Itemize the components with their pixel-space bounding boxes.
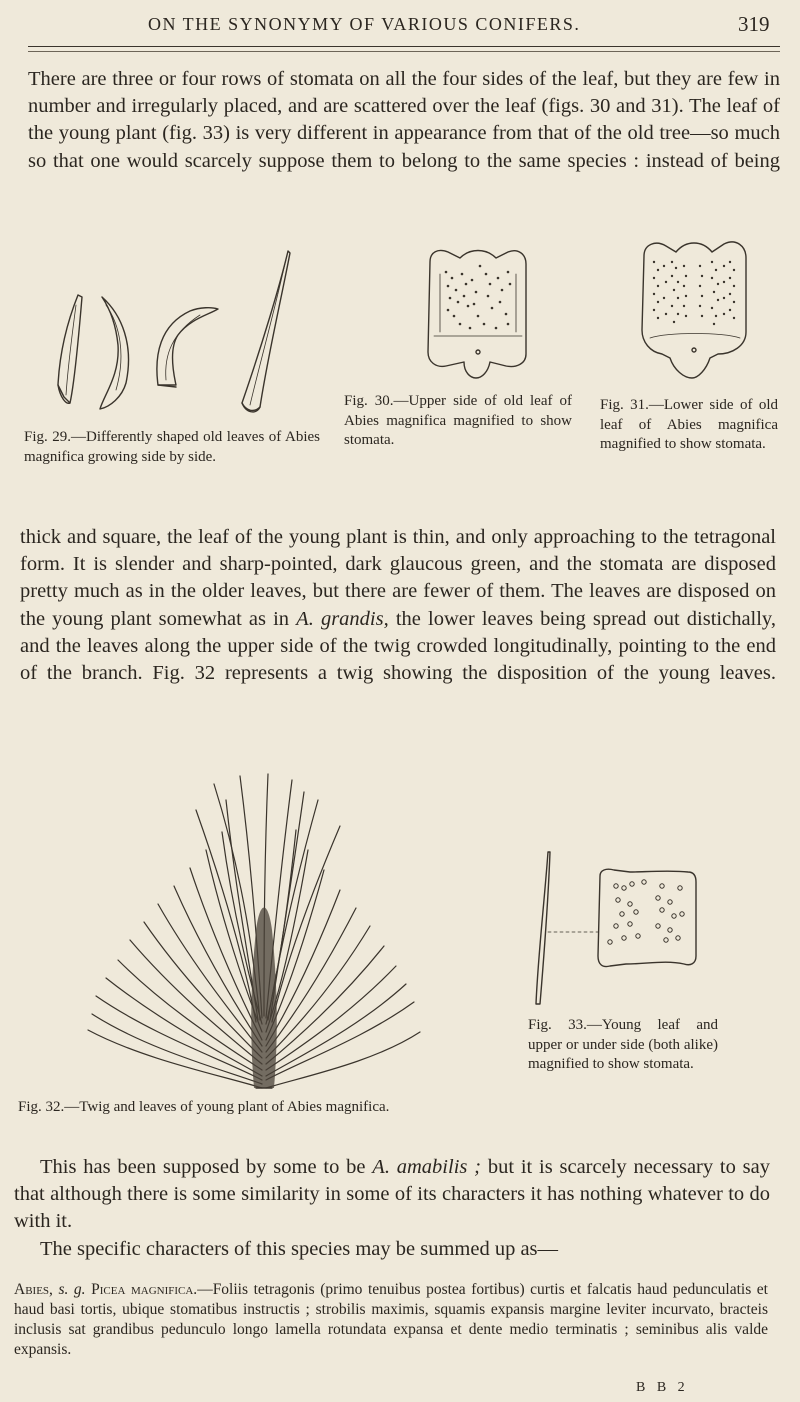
fig31-leaf-section-illustration bbox=[636, 236, 754, 382]
fig32-twig-illustration bbox=[84, 770, 424, 1090]
paragraph-1: There are three or four rows of stomata on all the four sides of the leaf, but they are few in number and irregularly placed, and are scattered over the leaf (figs. 30 and 31). The leaf of the young plant (fig. 33) is very different in appearance from that of the old tree—so much so that one would scarcely suppose them to belong to the same species : instead of being bbox=[28, 68, 780, 172]
fig29-leaves-illustration bbox=[40, 245, 300, 420]
paragraph-2-text-a: thick and square, the leaf of the young plant is thin, and only approaching to the tetragonal form. It is slender and sharp-pointed, dark glaucous green, and the stomata are disposed pretty much as in the older leaves, but there are fewer of them. The leaves are disposed on the young plant somewhat as in bbox=[20, 526, 776, 630]
fig31-caption: Fig. 31.—Lower side of old leaf of Abies magnifica magnified to show stomata. bbox=[600, 397, 778, 452]
fig33-caption: Fig. 33.—Young leaf and upper or under side (both alike) magnified to show stomata. bbox=[528, 1017, 718, 1072]
fig32-caption: Fig. 32.—Twig and leaves of young plant of Abies magnifica. bbox=[18, 1099, 390, 1115]
paragraph-4: The specific characters of this species may be summed up as— bbox=[40, 1238, 559, 1260]
signature-mark: B B 2 bbox=[636, 1380, 689, 1395]
paragraph-2 bbox=[20, 524, 776, 687]
latin-subgenus-abbrev: s. g. bbox=[58, 1281, 86, 1298]
paragraph-2-text-b: the lower leaves being spread out distichally, and the leaves along the upper side of the twig crowded longitudinally, pointing to the end of the branch. Fig. 32 represents a twig showing the disposition of the young leaves. bbox=[20, 607, 776, 685]
latin-diagnosis bbox=[14, 1280, 768, 1360]
running-head bbox=[0, 12, 800, 40]
latin-diagnosis-text: —Foliis tetragonis (primo tenuibus postea fortibus) curtis et falcatis haud pedunculatis et haud basi tortis, ubique stomatibus instructis ; strobilis maximis, squamis expansis margine leviter incurvato, bracteis inclusis sat grandibus pedunculo longo lamella rotundata expansa et dente medio terminatis ; seminibus alis valde expansis. bbox=[14, 1281, 768, 1358]
latin-genus: Abies, bbox=[14, 1281, 53, 1298]
fig29-caption: Fig. 29.—Differently shaped old leaves of Abies magnifica growing side by side. bbox=[24, 429, 320, 465]
paragraph-3-text-a: This has been supposed by some to be bbox=[40, 1156, 373, 1178]
paragraph-3 bbox=[14, 1154, 770, 1236]
fig30-caption: Fig. 30.—Upper side of old leaf of Abies magnifica magnified to show stomata. bbox=[344, 393, 572, 448]
paragraph-2-italic: A. grandis, bbox=[296, 607, 389, 630]
running-title: ON THE SYNONYMY OF VARIOUS CONIFERS. bbox=[148, 14, 581, 34]
paragraph-3-text-b: but it is scarcely necessary to say that although there is some similarity in some of its characters it has nothing whatever to do with it. bbox=[14, 1156, 771, 1233]
head-rule bbox=[28, 46, 780, 47]
latin-species-name: Picea magnifica. bbox=[91, 1281, 198, 1298]
paragraph-3-italic: A. amabilis ; bbox=[372, 1156, 482, 1178]
head-rule-thin bbox=[28, 51, 780, 52]
page-number: 319 bbox=[738, 12, 770, 36]
fig30-leaf-section-illustration bbox=[420, 244, 536, 380]
fig33-young-leaf-illustration bbox=[526, 846, 706, 1012]
